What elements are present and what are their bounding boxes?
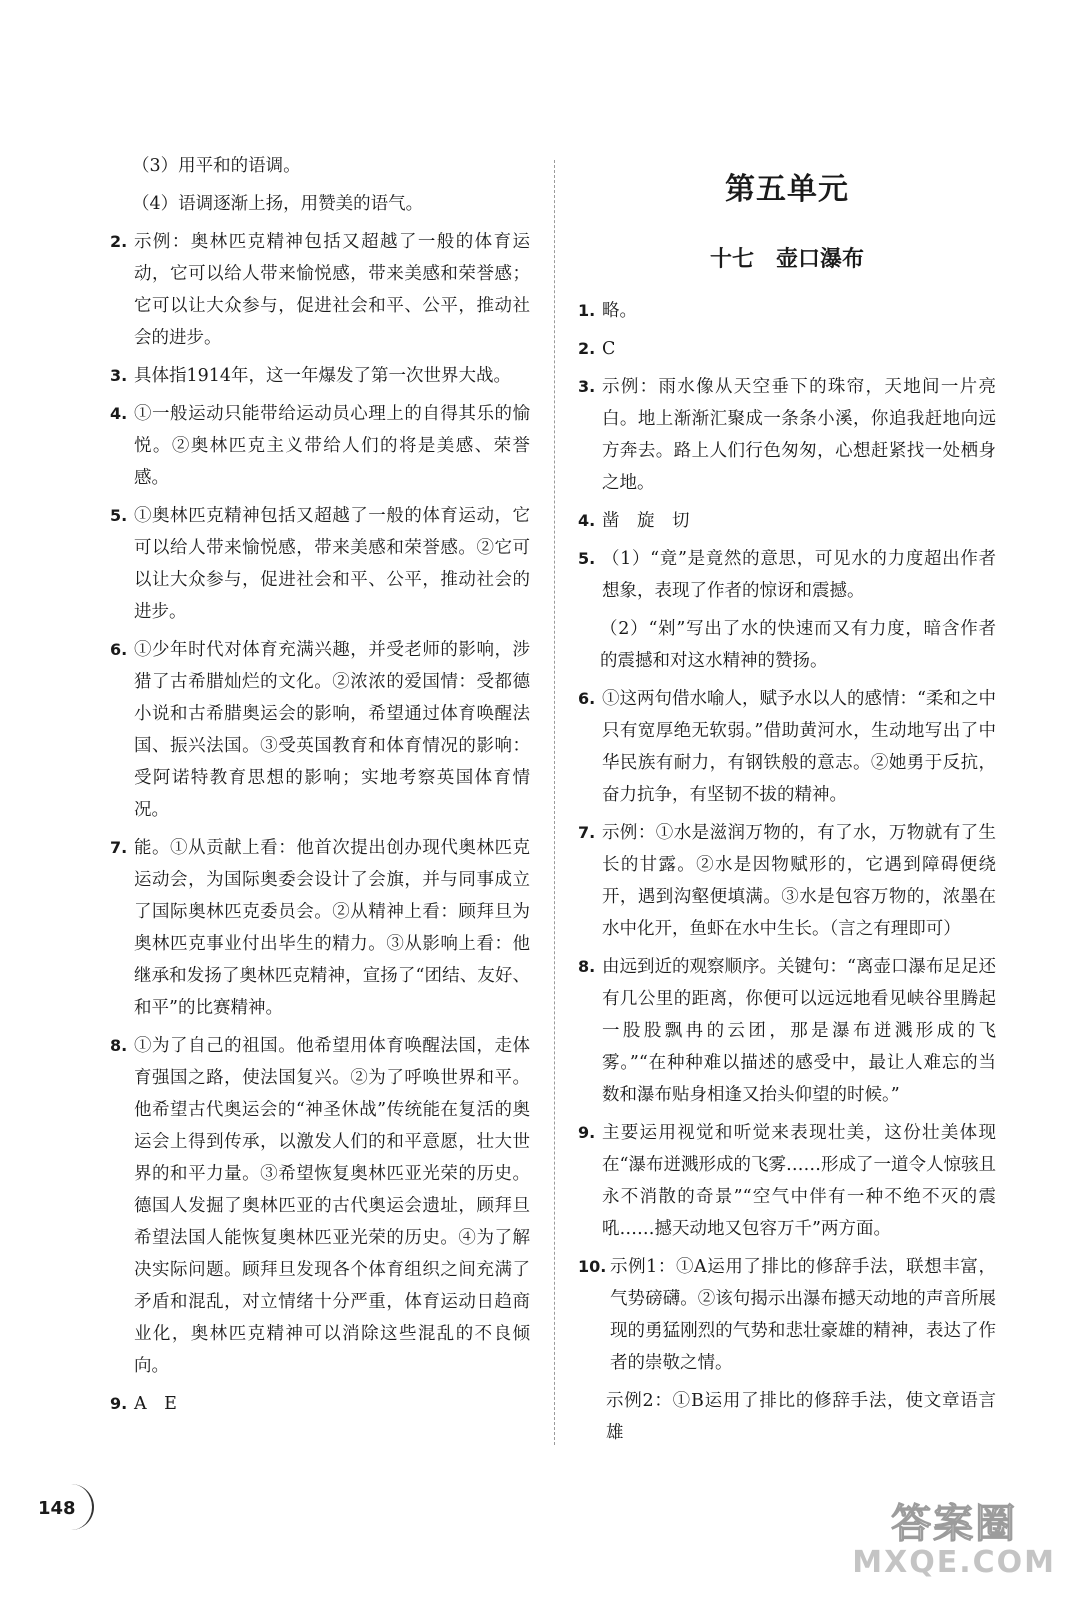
item-text: ①这两句借水喻人，赋予水以人的感情：“柔和之中只有宽厚绝无软弱。”借助黄河水，生动地写出了中华民族有耐力，有钢铁般的意志。②她勇于反抗，奋力抗争，有坚韧不拔的精神。: [602, 689, 996, 805]
item-text: 具体指1914年，这一年爆发了第一次世界大战。: [134, 366, 512, 386]
answer-item-4: [578, 505, 996, 537]
item-text: 示例：雨水像从天空垂下的珠帘，天地间一片亮白。地上渐渐汇聚成一条条小溪，你追我赶地向远方奔去。路上人们行色匆匆，心想赶紧找一处栖身之地。: [602, 377, 996, 493]
answer-item-3: [110, 360, 530, 392]
lesson-title: 十七 壶口瀑布: [709, 247, 864, 272]
item-text: 能。①从贡献上看：他首次提出创办现代奥林匹克运动会，为国际奥委会设计了会旗，并与同事成立了国际奥林匹克委员会。②从精神上看：顾拜旦为奥林匹克事业付出毕生的精力。③从影响上看：他继承和发扬了奥林匹克精神，宣扬了“团结、友好、和平”的比赛精神。: [134, 838, 530, 1018]
answer-item-4: [110, 398, 530, 494]
item-number: 9.: [578, 1123, 596, 1142]
answer-item-7: [578, 817, 996, 945]
item-number: 9.: [110, 1394, 128, 1413]
item-number: 1.: [578, 301, 596, 320]
answer-item-9: [110, 1388, 530, 1420]
watermark-logo: 答案圈: [891, 1501, 1018, 1547]
item-text: ①少年时代对体育充满兴趣，并受老师的影响，涉猎了古希腊灿烂的文化。②浓浓的爱国情：受都德小说和古希腊奥运会的影响，希望通过体育唤醒法国、振兴法国。③受英国教育和体育情况的影响：受阿诺特教育思想的影响；实地考察英国体育情况。: [134, 640, 530, 820]
unit-title: 第五单元: [725, 172, 849, 207]
answer-item-1: [578, 295, 996, 327]
right-column: [578, 150, 996, 1455]
item-text: 主要运用视觉和听觉来表现壮美，这份壮美体现在“瀑布迸溅形成的飞雾……形成了一道令人惊骇且永不消散的奇景”“空气中伴有一种不绝不灭的震吼……撼天动地又包容万千”两方面。: [602, 1123, 996, 1239]
item-number: 3.: [110, 366, 128, 385]
answer-item-9: [578, 1117, 996, 1245]
item-number: 2.: [110, 232, 128, 251]
item-number: 2.: [578, 339, 596, 358]
item-number: 8.: [110, 1036, 128, 1055]
answer-sub-3: （3）用平和的语调。: [132, 156, 301, 176]
watermark-url: MXQE.COM: [852, 1545, 1056, 1580]
item-text: ①奥林匹克精神包括又超越了一般的体育运动，它可以给人带来愉悦感，带来美感和荣誉感。②它可以让大众参与，促进社会和平、公平，推动社会的进步。: [134, 506, 530, 622]
item-number: 6.: [578, 689, 596, 708]
answer-item-8: [578, 951, 996, 1111]
item-text: 示例：奥林匹克精神包括又超越了一般的体育运动，它可以给人带来愉悦感，带来美感和荣誉感；它可以让大众参与，促进社会和平、公平，推动社会的进步。: [134, 232, 530, 348]
answer-item-5-sub-2: （2）“剁”写出了水的快速而又有力度，暗含作者的震撼和对这水精神的赞扬。: [600, 619, 996, 671]
item-number: 7.: [110, 838, 128, 857]
item-number: 7.: [578, 823, 596, 842]
item-number: 4.: [578, 511, 596, 530]
answer-item-3: [578, 371, 996, 499]
item-number: 8.: [578, 957, 596, 976]
item-text: 略。: [602, 301, 637, 321]
column-divider: [554, 160, 555, 1445]
item-text: ①为了自己的祖国。他希望用体育唤醒法国，走体育强国之路，使法国复兴。②为了呼唤世界和平。他希望古代奥运会的“神圣休战”传统能在复活的奥运会上得到传承，以激发人们的和平意愿，壮大世界的和平力量。③希望恢复奥林匹亚光荣的历史。德国人发掘了奥林匹亚的古代奥运会遗址，顾拜旦希望法国人能恢复奥林匹亚光荣的历史。④为了解决实际问题。顾拜旦发现各个体育组织之间充满了矛盾和混乱，对立情绪十分严重，体育运动日趋商业化，奥林匹克精神可以消除这些混乱的不良倾向。: [134, 1036, 530, 1376]
answer-item-6: [110, 634, 530, 826]
item-text: （1）“竟”是竟然的意思，可见水的力度超出作者想象，表现了作者的惊讶和震撼。: [602, 549, 996, 601]
answer-item-10: [578, 1251, 996, 1379]
page-number: 148: [38, 1498, 86, 1519]
answer-item-2: [110, 226, 530, 354]
item-number: 6.: [110, 640, 128, 659]
item-number: 5.: [110, 506, 128, 525]
item-text: 由远到近的观察顺序。关键句：“离壶口瀑布足足还有几公里的距离，你便可以远远地看见峡谷里腾起一股股飘冉的云团，那是瀑布迸溅形成的飞雾。”“在种种难以描述的感受中，最让人难忘的当数和瀑布贴身相逢又抬头仰望的时候。”: [602, 957, 996, 1105]
item-number: 5.: [578, 549, 596, 568]
answer-item-2: [578, 333, 996, 365]
item-number: 4.: [110, 404, 128, 423]
left-column: [110, 150, 530, 1426]
answer-item-6: [578, 683, 996, 811]
item-text: C: [602, 339, 616, 359]
item-text: 凿 旋 切: [602, 511, 690, 531]
watermark: [852, 1492, 1056, 1580]
answer-item-7: [110, 832, 530, 1024]
answer-item-5: [578, 543, 996, 607]
item-number: 10.: [578, 1257, 607, 1276]
answer-item-5: [110, 500, 530, 628]
item-text: 示例1：①A运用了排比的修辞手法，联想丰富，气势磅礴。②该句揭示出瀑布撼天动地的声音所展现的勇猛刚烈的气势和悲壮豪雄的精神，表达了作者的崇敬之情。: [610, 1257, 996, 1373]
item-text: A E: [134, 1394, 177, 1414]
answer-sub-4: （4）语调逐渐上扬，用赞美的语气。: [132, 194, 424, 214]
answer-item-10-example-2: 示例2：①B运用了排比的修辞手法，使文章语言雄: [606, 1391, 996, 1443]
item-text: ①一般运动只能带给运动员心理上的自得其乐的愉悦。②奥林匹克主义带给人们的将是美感、荣誉感。: [134, 404, 530, 488]
item-number: 3.: [578, 377, 596, 396]
answer-item-8: [110, 1030, 530, 1382]
item-text: 示例：①水是滋润万物的，有了水，万物就有了生长的甘露。②水是因物赋形的，它遇到障碍便绕开，遇到沟壑便填满。③水是包容万物的，浓墨在水中化开，鱼虾在水中生长。（言之有理即可）: [602, 823, 996, 939]
